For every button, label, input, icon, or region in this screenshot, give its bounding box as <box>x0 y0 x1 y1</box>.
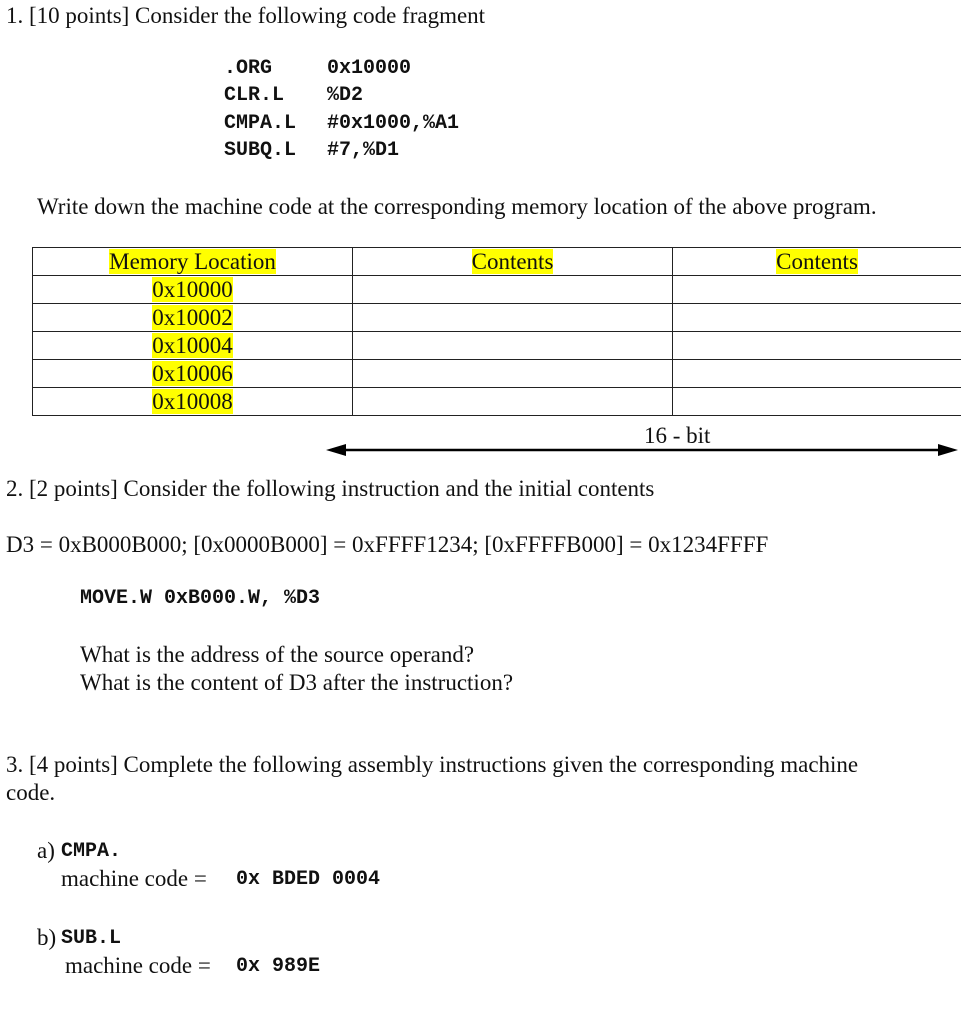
location-cell <box>33 332 353 360</box>
contents-cell[interactable] <box>673 276 961 304</box>
code-op-4: SUBQ.L <box>224 139 297 162</box>
contents-cell[interactable] <box>673 360 961 388</box>
memory-table <box>32 247 961 416</box>
width-arrow <box>0 420 961 460</box>
contents-cell[interactable] <box>673 332 961 360</box>
location-cell <box>33 360 353 388</box>
arrow-left-head-icon <box>326 444 346 456</box>
code-op-1: .ORG <box>224 57 273 80</box>
location-value: 0x10008 <box>152 388 233 414</box>
q3b-instruction: SUB.L <box>61 927 122 950</box>
code-op-2: CLR.L <box>224 84 285 107</box>
table-row <box>33 332 961 360</box>
q3-heading-line2: code. <box>6 780 56 805</box>
table-row <box>33 360 961 388</box>
table-row <box>33 276 961 304</box>
contents-cell[interactable] <box>353 360 673 388</box>
header-memory-location-text: Memory Location <box>109 248 276 274</box>
q3b-label: b) <box>37 925 57 950</box>
location-value: 0x10004 <box>152 332 233 358</box>
table-row <box>33 388 961 416</box>
contents-cell[interactable] <box>673 388 961 416</box>
location-cell <box>33 388 353 416</box>
table-row <box>33 304 961 332</box>
location-cell <box>33 304 353 332</box>
q3a-instruction: CMPA. <box>61 840 122 863</box>
q3a-machine-code-label: machine code = <box>61 866 207 891</box>
q2-question-address: What is the address of the source operand? <box>80 642 475 667</box>
q1-instruction: Write down the machine code at the corresponding memory location of the above program. <box>37 194 877 219</box>
code-arg-4: #7,%D1 <box>327 139 400 162</box>
q3b-machine-code-label: machine code = <box>65 953 211 978</box>
header-contents-1-text: Contents <box>471 248 554 274</box>
contents-cell[interactable] <box>353 276 673 304</box>
contents-cell[interactable] <box>673 304 961 332</box>
header-contents-2-text: Contents <box>776 248 858 274</box>
header-contents-1 <box>353 248 673 276</box>
q2-heading: 2. [2 points] Consider the following instruction and the initial contents <box>6 476 655 501</box>
location-value: 0x10000 <box>152 276 233 302</box>
location-cell <box>33 276 353 304</box>
table-header-row <box>33 248 961 276</box>
q2-initial-contents: D3 = 0xB000B000; [0x0000B000] = 0xFFFF1234; [0xFFFFB000] = 0x1234FFFF <box>6 532 769 557</box>
q2-instruction-code: MOVE.W 0xB000.W, %D3 <box>80 587 321 610</box>
code-arg-2: %D2 <box>327 84 364 107</box>
q3b-machine-code-value: 0x 989E <box>236 955 321 978</box>
header-contents-2 <box>673 248 961 276</box>
contents-cell[interactable] <box>353 304 673 332</box>
arrow-right-head-icon <box>938 444 958 456</box>
q3a-label: a) <box>37 838 55 863</box>
code-op-3: CMPA.L <box>224 112 297 135</box>
code-arg-1: 0x10000 <box>327 57 412 80</box>
header-memory-location <box>33 248 353 276</box>
q2-question-content: What is the content of D3 after the instruction? <box>80 670 514 695</box>
code-arg-3: #0x1000,%A1 <box>327 112 460 135</box>
width-label: 16 - bit <box>644 423 711 448</box>
q3-heading-line1: 3. [4 points] Complete the following assembly instructions given the corresponding machine <box>6 752 859 777</box>
location-value: 0x10006 <box>152 360 233 386</box>
q3a-machine-code-value: 0x BDED 0004 <box>236 868 381 891</box>
contents-cell[interactable] <box>353 332 673 360</box>
contents-cell[interactable] <box>353 388 673 416</box>
q1-heading: 1. [10 points] Consider the following code fragment <box>6 3 486 28</box>
location-value: 0x10002 <box>152 304 233 330</box>
